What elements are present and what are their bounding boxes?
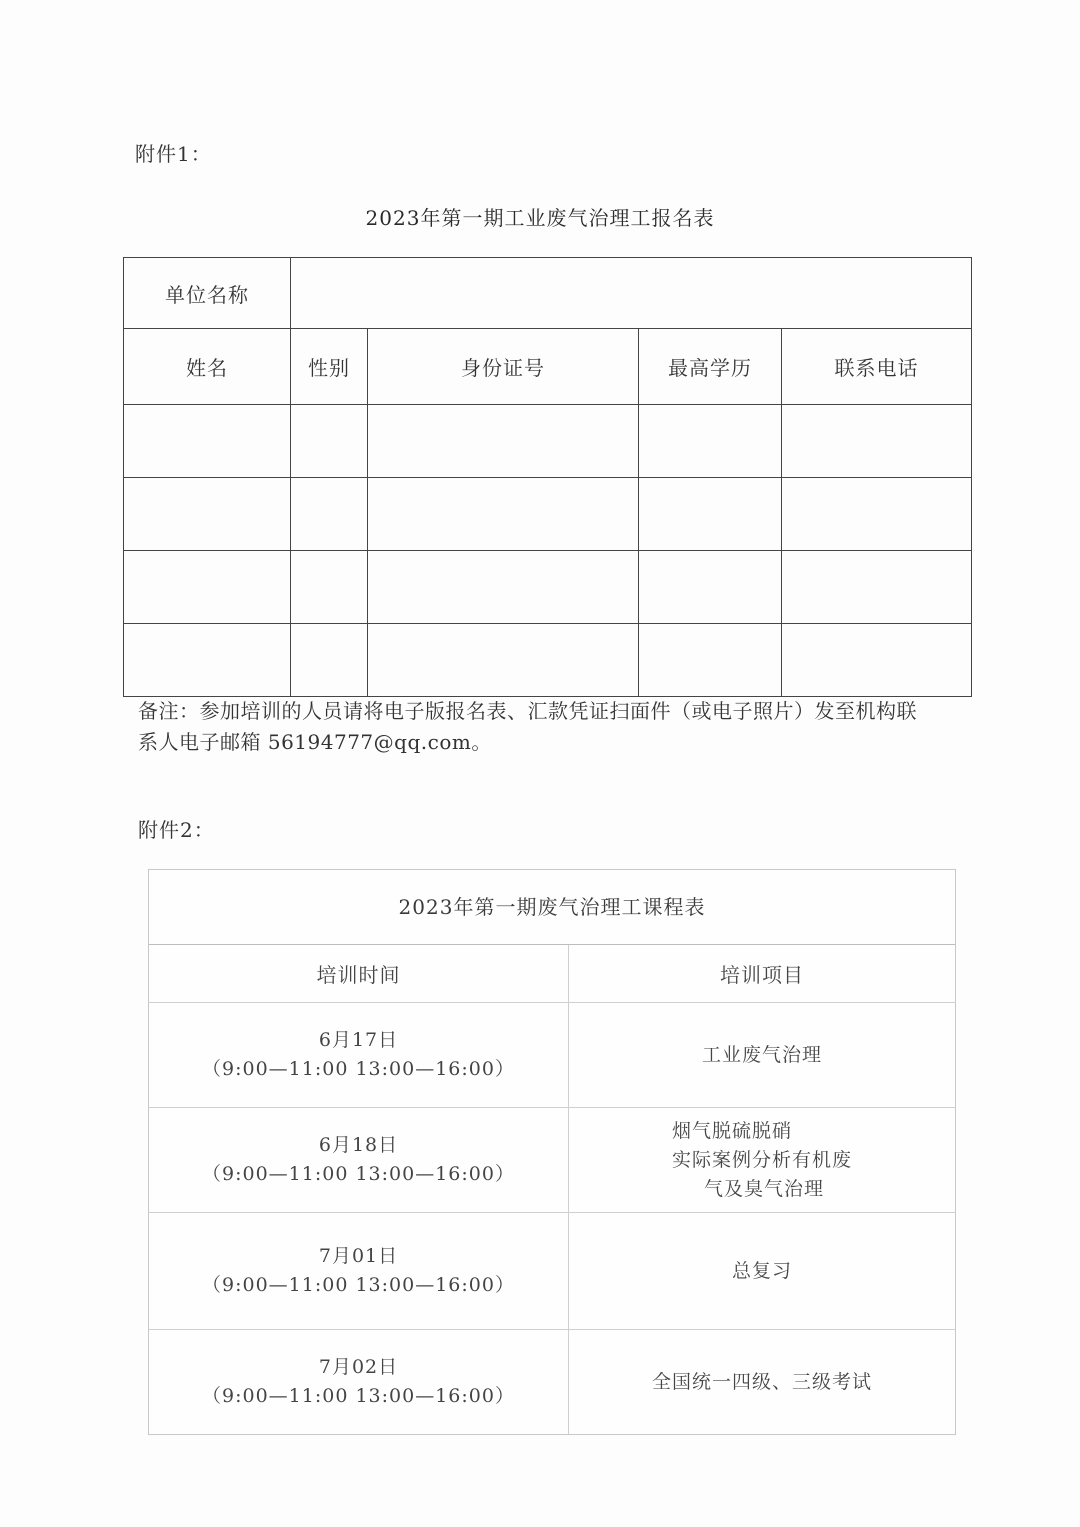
training-time-cell [149,1108,569,1213]
table-row [124,405,972,478]
training-project: 工业废气治理 [701,1043,822,1066]
course-header-row [149,945,955,1003]
phone-cell[interactable] [782,624,972,697]
note-line-2: 系人电子邮箱 56194777@qq.com。 [138,730,492,754]
course-table [149,945,955,1434]
table-row [124,478,972,551]
unit-name-field[interactable] [291,258,972,329]
table-row [124,624,972,697]
registration-note [138,696,978,758]
training-project-cell [569,1330,956,1435]
attachment1-label: 附件1： [135,142,212,166]
unit-row [124,258,972,329]
id-number-cell[interactable] [368,478,639,551]
name-cell[interactable] [124,405,291,478]
note-line-1: 备注：参加培训的人员请将电子版报名表、汇款凭证扫面件（或电子照片）发至机构联 [138,699,917,723]
gender-cell[interactable] [291,405,368,478]
training-date: 6月18日 [318,1134,399,1156]
training-project-line: 实际案例分析有机废 [671,1148,852,1171]
education-cell[interactable] [639,624,782,697]
training-hours: （9:00—11:00 13:00—16:00） [202,1163,515,1185]
id-number-cell[interactable] [368,405,639,478]
registration-form-title: 2023年第一期工业废气治理工报名表 [365,206,715,230]
training-time-cell [149,1330,569,1435]
attachment2-label: 附件2： [138,818,215,842]
training-project: 全国统一四级、三级考试 [651,1370,872,1393]
education-cell[interactable] [639,551,782,624]
course-schedule [148,869,956,1435]
header-phone: 联系电话 [782,329,972,405]
education-cell[interactable] [639,405,782,478]
training-hours: （9:00—11:00 13:00—16:00） [202,1058,515,1080]
header-education: 最高学历 [639,329,782,405]
training-hours: （9:00—11:00 13:00—16:00） [202,1274,515,1296]
phone-cell[interactable] [782,405,972,478]
training-date: 7月02日 [318,1356,399,1378]
training-project [672,1117,852,1204]
phone-cell[interactable] [782,478,972,551]
table-row [149,1003,955,1108]
id-number-cell[interactable] [368,551,639,624]
phone-cell[interactable] [782,551,972,624]
unit-name-label: 单位名称 [124,258,291,329]
gender-cell[interactable] [291,624,368,697]
header-gender: 性别 [291,329,368,405]
training-project-line: 气及臭气治理 [703,1177,824,1200]
header-training-time: 培训时间 [149,945,569,1003]
education-cell[interactable] [639,478,782,551]
id-number-cell[interactable] [368,624,639,697]
training-project: 总复习 [731,1259,792,1282]
gender-cell[interactable] [291,478,368,551]
training-hours: （9:00—11:00 13:00—16:00） [202,1385,515,1407]
training-date: 6月17日 [318,1029,399,1051]
name-cell[interactable] [124,551,291,624]
course-schedule-title: 2023年第一期废气治理工课程表 [149,870,955,945]
training-date: 7月01日 [318,1245,399,1267]
gender-cell[interactable] [291,551,368,624]
table-row [149,1108,955,1213]
header-id-number: 身份证号 [368,329,639,405]
training-project-cell [569,1003,956,1108]
table-row [149,1330,955,1435]
header-row [124,329,972,405]
name-cell[interactable] [124,478,291,551]
training-time-cell [149,1003,569,1108]
training-project-cell [569,1213,956,1330]
table-row [149,1213,955,1330]
training-project-cell [569,1108,956,1213]
table-row [124,551,972,624]
training-time-cell [149,1213,569,1330]
name-cell[interactable] [124,624,291,697]
header-training-project: 培训项目 [569,945,956,1003]
training-project-line: 烟气脱硫脱硝 [671,1119,792,1142]
header-name: 姓名 [124,329,291,405]
registration-table [123,257,972,697]
